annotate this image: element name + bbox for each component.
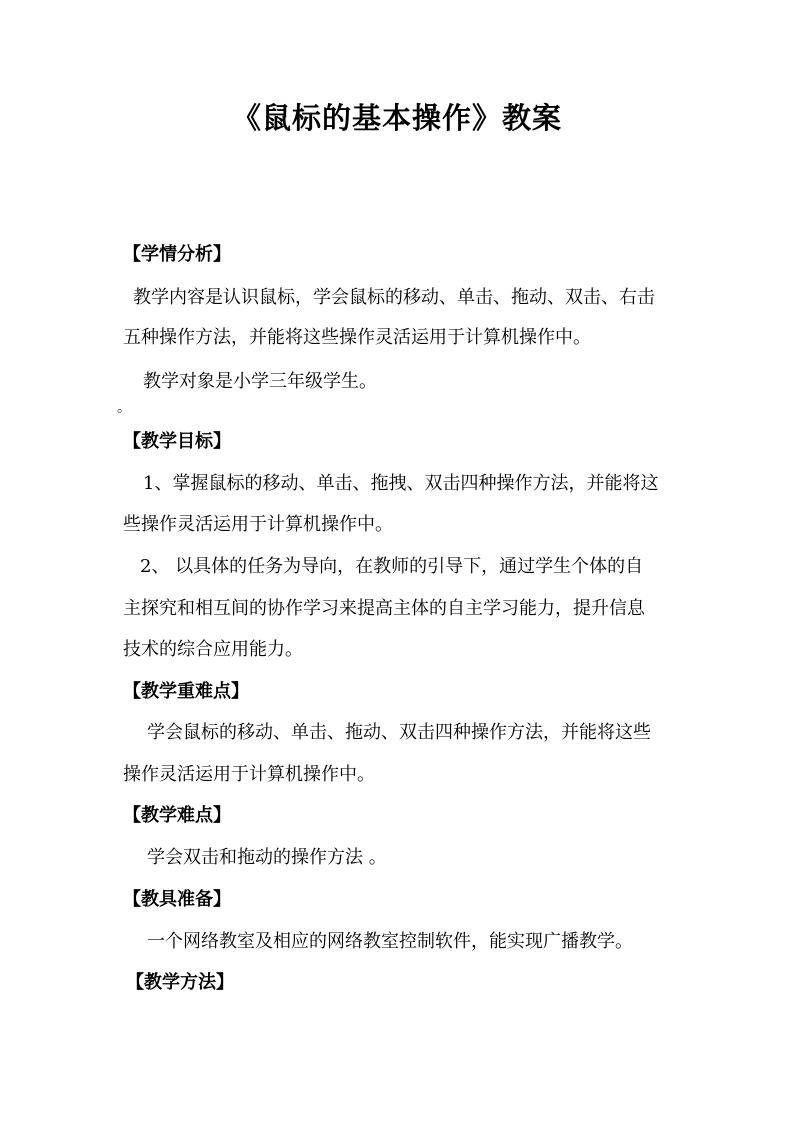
- paragraph-line: 五种操作方法，并能将这些操作灵活运用于计算机操作中。: [123, 327, 591, 348]
- paragraph-line: 1、掌握鼠标的移动、单击、拖拽、双击四种操作方法，并能将这: [143, 473, 659, 494]
- section-heading-key-points: 【教学重难点】: [123, 681, 249, 702]
- paragraph-line: 操作灵活运用于计算机操作中。: [123, 764, 375, 785]
- document-title: 《鼠标的基本操作》教案: [231, 101, 562, 135]
- paragraph-line: 教学内容是认识鼠标，学会鼠标的移动、单击、拖动、双击、右击: [133, 287, 655, 308]
- section-heading-methods: 【教学方法】: [126, 972, 234, 993]
- paragraph-line: 些操作灵活运用于计算机操作中。: [123, 514, 393, 535]
- section-heading-difficulties: 【教学难点】: [123, 805, 231, 826]
- stray-period: 。: [117, 400, 131, 416]
- paragraph-line: 学会鼠标的移动、单击、拖动、双击四种操作方法，并能将这些: [147, 722, 651, 743]
- paragraph-line: 教学对象是小学三年级学生。: [143, 371, 377, 392]
- section-heading-analysis: 【学情分析】: [123, 244, 231, 265]
- section-heading-objectives: 【教学目标】: [123, 431, 231, 452]
- paragraph-line: 2、 以具体的任务为导向，在教师的引导下，通过学生个体的自: [140, 556, 644, 577]
- paragraph-line: 主探究和相互间的协作学习来提高主体的自主学习能力，提升信息: [123, 598, 645, 619]
- paragraph-line: 技术的综合应用能力。: [123, 639, 303, 660]
- paragraph-line: 一个网络教室及相应的网络教室控制软件，能实现广播教学。: [147, 931, 633, 952]
- section-heading-materials: 【教具准备】: [123, 889, 231, 910]
- paragraph-line: 学会双击和拖动的操作方法 。: [147, 847, 387, 868]
